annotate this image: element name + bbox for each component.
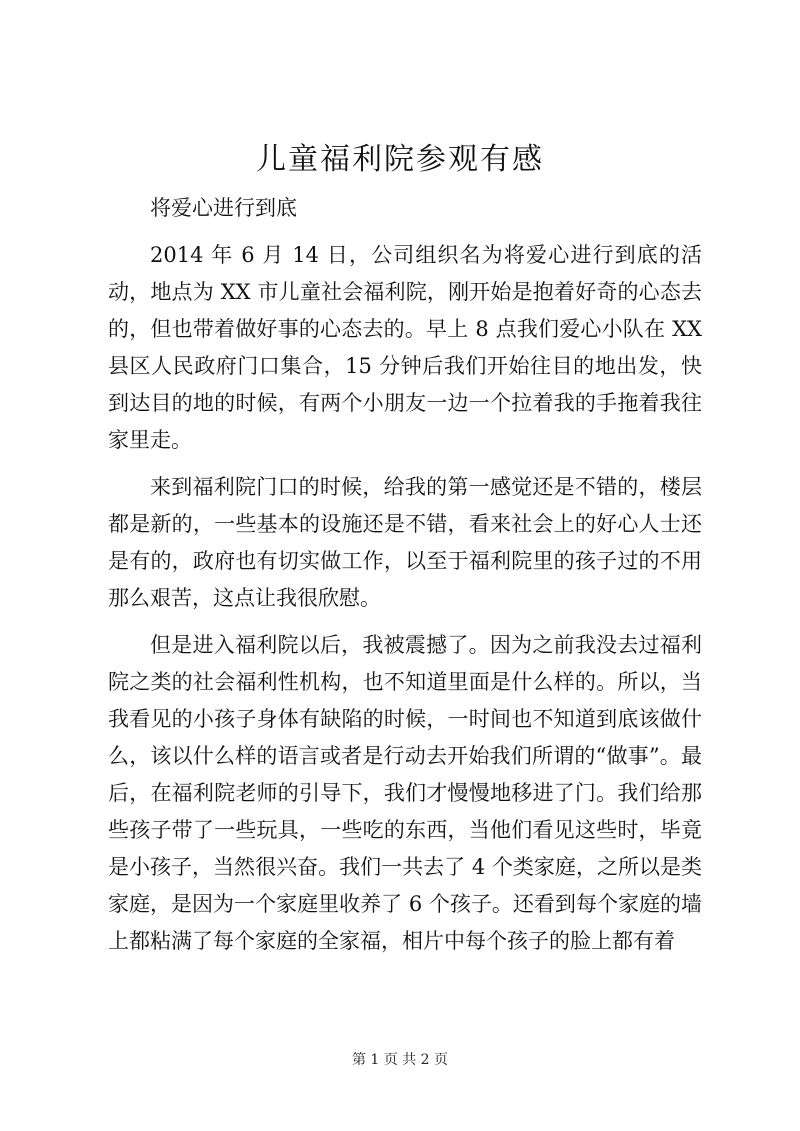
paragraph-1: 2014 年 6 月 14 日，公司组织名为将爱心进行到底的活动，地点为 XX 市儿童社会福利院，刚开始是抱着好奇的心态去的，但也带着做好事的心态去的。早上 8 点我们爱心小队在 XX 县区人民政府门口集合，15 分钟后我们开始往目的地出发，快到达目的地的时候，有两个小朋友一边一个拉着我的手拖着我往家里走。 xyxy=(108,243,702,452)
document-body xyxy=(108,190,702,960)
document-subtitle: 将爱心进行到底 xyxy=(150,196,297,220)
page-number-footer: 第 1 页 共 2 页 xyxy=(351,1052,449,1068)
paragraph-2: 来到福利院门口的时候，给我的第一感觉还是不错的，楼层都是新的，一些基本的设施还是不错，看来社会上的好心人士还是有的，政府也有切实做工作，以至于福利院里的孩子过的不用那么艰苦，这点让我很欣慰。 xyxy=(108,475,702,610)
document-title: 儿童福利院参观有感 xyxy=(256,142,544,177)
paragraph-3: 但是进入福利院以后，我被震撼了。因为之前我没去过福利院之类的社会福利性机构，也不知道里面是什么样的。所以，当我看见的小孩子身体有缺陷的时候，一时间也不知道到底该做什么，该以什么样的语言或者是行动去开始我们所谓的“做事”。最后，在福利院老师的引导下，我们才慢慢地移进了门。我们给那些孩子带了一些玩具，一些吃的东西，当他们看见这些时，毕竟是小孩子，当然很兴奋。我们一共去了 4 个类家庭，之所以是类家庭，是因为一个家庭里收养了 6 个孩子。还看到每个家庭的墙上都粘满了每个家庭的全家福，相片中每个孩子的脸上都有着 xyxy=(108,633,702,953)
